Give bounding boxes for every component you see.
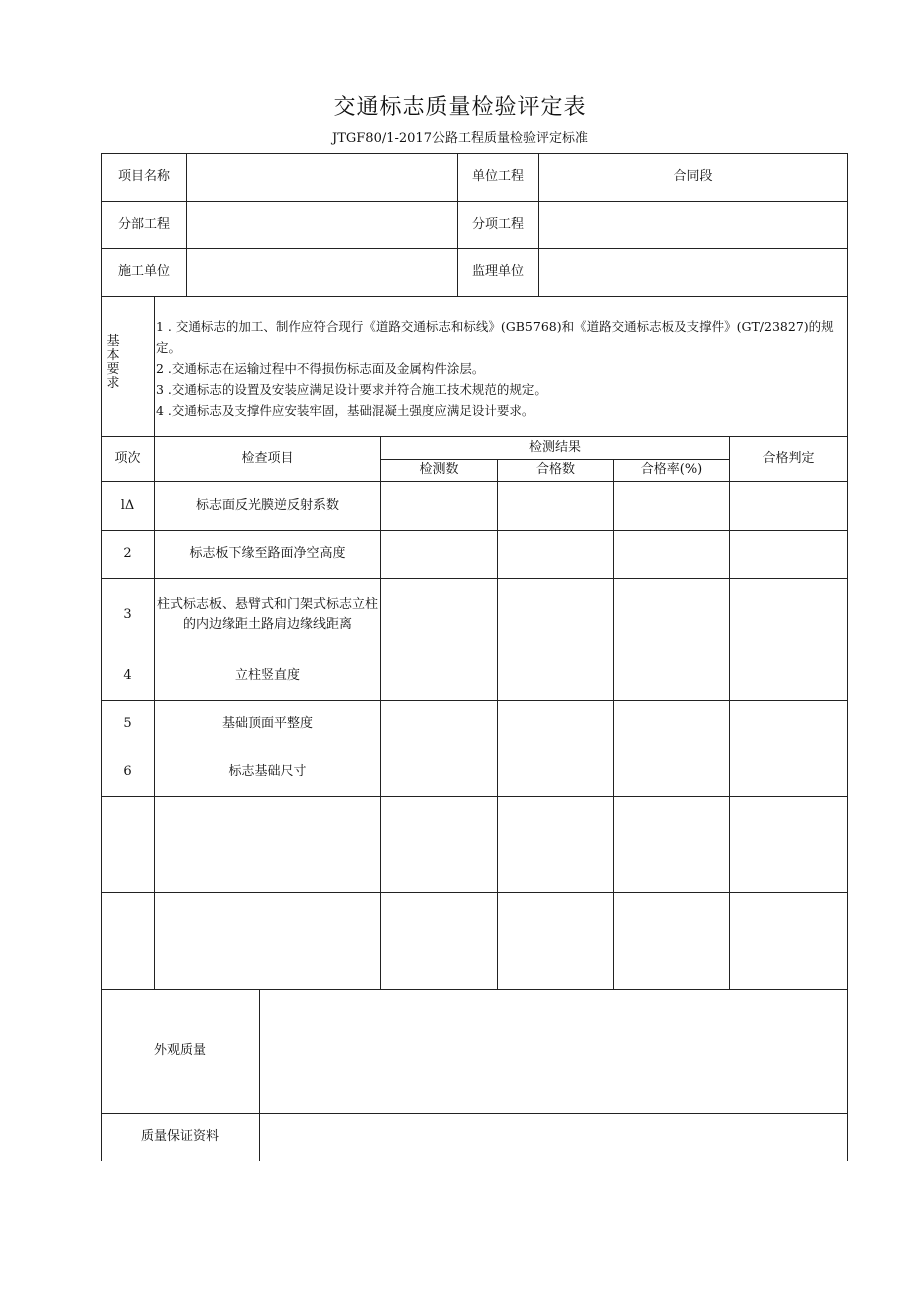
col-divider: [497, 459, 498, 989]
row-divider: [101, 578, 848, 579]
requirement-item: 2 .交通标志在运输过程中不得损伤标志面及金属构件涂层。: [156, 361, 485, 376]
row-item-3: 柱式标志板、悬臂式和门架式标志立柱的内边缘距土路肩边缘线距离: [157, 597, 379, 632]
quality-docs-value[interactable]: [260, 1113, 847, 1161]
quality-docs-label: 质量保证资料: [140, 1129, 219, 1144]
page-title: 交通标志质量检验评定表: [333, 95, 587, 120]
header-judgement: 合格判定: [762, 450, 815, 466]
row-divider: [101, 892, 848, 893]
row-index-3: 3: [123, 607, 132, 622]
row-item-4: 立柱竖直度: [234, 668, 300, 683]
project-name-label: 项目名称: [117, 169, 170, 184]
requirement-item: 3 .交通标志的设置及安装应满足设计要求并符合施工技术规范的规定。: [156, 382, 547, 397]
row-index-4: 4: [123, 668, 132, 683]
standard-reference: JTGF80/1-2017公路工程质量检验评定标准: [332, 131, 588, 146]
row-index-6: 6: [123, 764, 132, 779]
contract-section-label: 合同段: [673, 169, 713, 184]
header-index: 项次: [114, 450, 141, 466]
supervisor-label: 监理单位: [471, 264, 524, 279]
header-pass-count: 合格数: [535, 462, 575, 477]
basic-requirements-label: 基 本 要 求: [106, 334, 120, 391]
row-divider: [101, 796, 848, 797]
row-divider: [101, 296, 848, 297]
appearance-quality-label: 外观质量: [153, 1043, 206, 1058]
row-index-2: 2: [123, 546, 132, 561]
row-index-5: 5: [123, 716, 132, 731]
requirement-item: 4 .交通标志及支撑件应安装牢固，基础混凝土强度应满足设计要求。: [156, 403, 535, 418]
appearance-quality-value[interactable]: [260, 989, 847, 1113]
row-index-1: lΔ: [120, 497, 135, 513]
contractor-label: 施工单位: [117, 264, 170, 279]
project-name-value[interactable]: [187, 153, 457, 201]
unit-project-label: 单位工程: [471, 169, 524, 184]
header-check-item: 检查项目: [241, 450, 294, 466]
col-divider: [154, 296, 155, 989]
division-label: 分部工程: [117, 216, 170, 232]
basic-requirements-text: [156, 316, 846, 421]
subitem-label: 分项工程: [471, 216, 524, 232]
row-item-1: 标志面反光膜逆反射系数: [195, 497, 339, 513]
requirement-item: 1 . 交通标志的加工、制作应符合现行《道路交通标志和标线》(GB5768)和《道路交通标志板及支撑件》(GT/23827)的规定。: [156, 319, 834, 355]
row-item-2: 标志板下缘至路面净空高度: [189, 546, 346, 561]
table-border-right: [847, 153, 848, 1161]
row-item-6: 标志基础尺寸: [228, 764, 307, 779]
col-divider: [729, 436, 730, 989]
header-pass-rate: 合格率(%): [640, 462, 703, 477]
col-divider: [613, 459, 614, 989]
header-count: 检测数: [419, 462, 459, 477]
contractor-value[interactable]: [187, 248, 457, 296]
division-value[interactable]: [187, 201, 457, 248]
row-item-5: 基础顶面平整度: [221, 716, 313, 731]
col-divider: [380, 436, 381, 989]
header-result: 检测结果: [528, 439, 581, 455]
